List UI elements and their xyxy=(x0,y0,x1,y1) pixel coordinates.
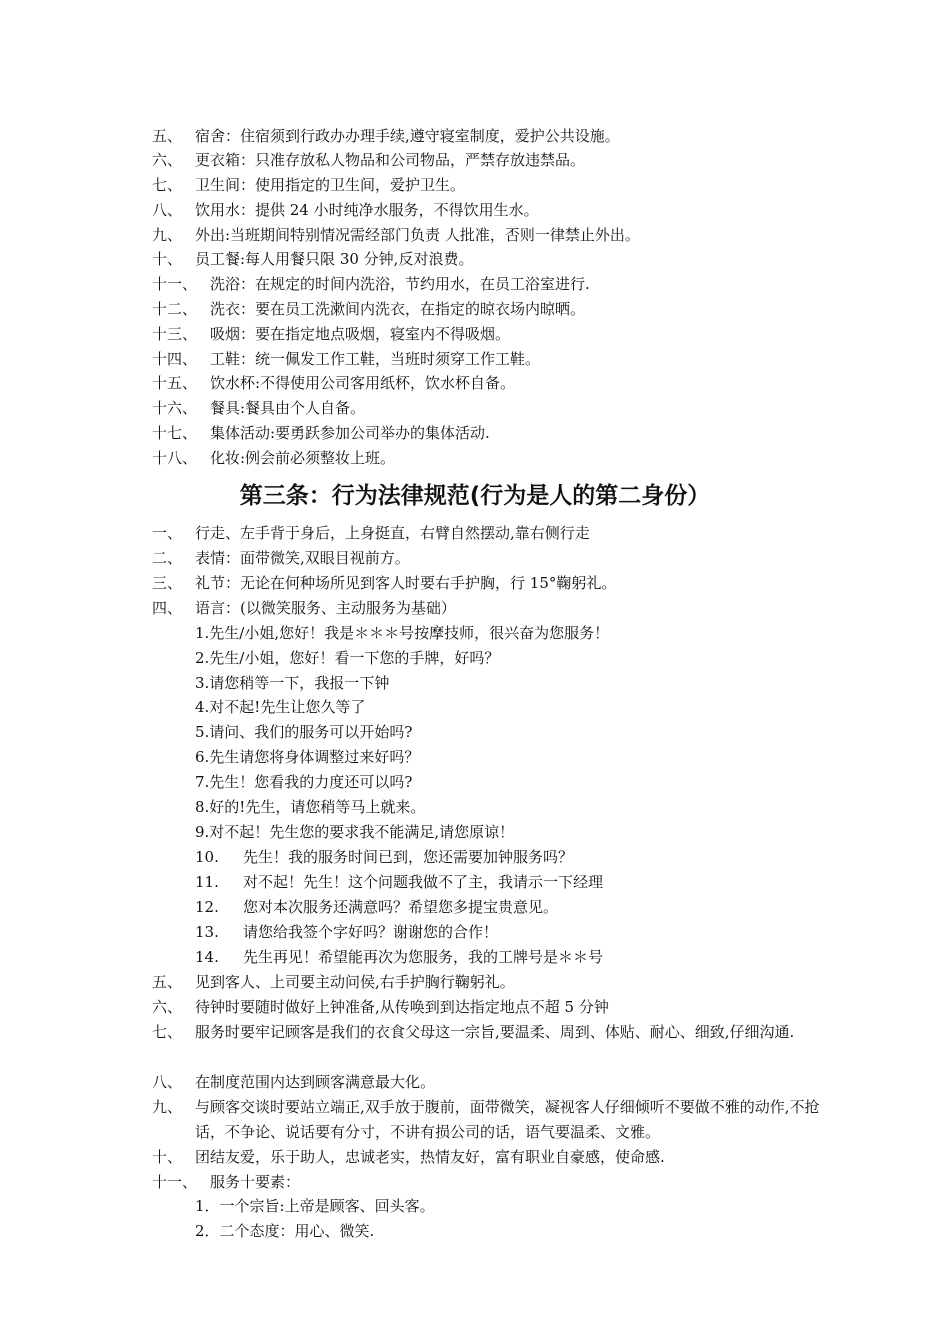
phrase-text: 2.先生/小姐，您好！看一下您的手牌，好吗？ xyxy=(195,649,500,667)
element-text: 1．一个宗旨:上帝是顾客、回头客。 xyxy=(195,1197,435,1215)
item-number: 十六、 xyxy=(152,399,198,417)
item-number: 十一、 xyxy=(152,1173,198,1191)
item-text: 饮用水：提供 24 小时纯净水服务，不得饮用生水。 xyxy=(195,201,539,219)
item-number: 十四、 xyxy=(152,350,198,368)
item-number: 八、 xyxy=(152,1073,183,1091)
item-text: 卫生间：使用指定的卫生间，爱护卫生。 xyxy=(195,176,466,194)
phrase-text: 您对本次服务还满意吗？希望您多提宝贵意见。 xyxy=(243,898,559,916)
item-number: 九、 xyxy=(152,226,183,244)
item-text: 餐具:餐具由个人自备。 xyxy=(210,399,366,417)
item-text: 集体活动:要勇跃参加公司举办的集体活动. xyxy=(210,424,490,442)
phrase-text: 6.先生请您将身体调整过来好吗？ xyxy=(195,748,420,766)
item-text: 行走、左手背于身后，上身挺直，右臂自然摆动,靠右侧行走 xyxy=(195,524,590,542)
phrase-number: 11. xyxy=(195,873,219,891)
phrase-text: 先生！我的服务时间已到，您还需要加钟服务吗？ xyxy=(243,848,574,866)
item-text: 化妆:例会前必须整妆上班。 xyxy=(210,449,396,467)
item-number: 十八、 xyxy=(152,449,198,467)
item-number: 五、 xyxy=(152,127,183,145)
item-number: 十一、 xyxy=(152,275,198,293)
item-number: 三、 xyxy=(152,574,183,592)
phrase-text: 4.对不起!先生让您久等了 xyxy=(195,698,366,716)
phrase-number: 12. xyxy=(195,898,219,916)
item-number: 十三、 xyxy=(152,325,198,343)
item-number: 八、 xyxy=(152,201,183,219)
item-number: 九、 xyxy=(152,1098,183,1116)
item-text: 洗衣：要在员工洗漱间内洗衣，在指定的晾衣场内晾晒。 xyxy=(210,300,586,318)
item-text: 员工餐:每人用餐只限 30 分钟,反对浪费。 xyxy=(195,250,474,268)
phrase-text: 先生再见！希望能再次为您服务，我的工牌号是＊＊号 xyxy=(243,948,604,966)
item-text: 语言：(以微笑服务、主动服务为基础） xyxy=(195,599,456,617)
item-text: 更衣箱：只准存放私人物品和公司物品，严禁存放违禁品。 xyxy=(195,151,586,169)
item-text: 饮水杯:不得使用公司客用纸杯，饮水杯自备。 xyxy=(210,374,516,392)
item-number: 十五、 xyxy=(152,374,198,392)
item-text: 在制度范围内达到顾客满意最大化。 xyxy=(195,1073,436,1091)
item-number: 六、 xyxy=(152,151,183,169)
item-text: 服务十要素： xyxy=(210,1173,301,1191)
item-text: 工鞋：统一佩发工作工鞋，当班时须穿工作工鞋。 xyxy=(210,350,541,368)
item-text: 宿舍：住宿须到行政办办理手续,遵守寝室制度，爱护公共设施。 xyxy=(195,127,620,145)
item-text: 吸烟：要在指定地点吸烟，寝室内不得吸烟。 xyxy=(210,325,511,343)
item-number: 十七、 xyxy=(152,424,198,442)
item-number: 十、 xyxy=(152,250,183,268)
phrase-text: 1.先生/小姐,您好！我是＊＊＊号按摩技师，很兴奋为您服务！ xyxy=(195,624,610,642)
item-number: 七、 xyxy=(152,1023,183,1041)
element-text: 2．二个态度：用心、微笑. xyxy=(195,1222,375,1240)
phrase-text: 3.请您稍等一下，我报一下钟 xyxy=(195,674,390,692)
phrase-text: 5.请问、我们的服务可以开始吗? xyxy=(195,723,413,741)
item-number: 一、 xyxy=(152,524,183,542)
phrase-number: 10. xyxy=(195,848,219,866)
item-number: 二、 xyxy=(152,549,183,567)
item-text: 礼节：无论在何种场所见到客人时要右手护胸，行 15°鞠躬礼。 xyxy=(195,574,617,592)
item-number: 十、 xyxy=(152,1148,183,1166)
phrase-text: 请您给我签个字好吗？谢谢您的合作！ xyxy=(243,923,499,941)
item-text: 表情：面带微笑,双眼目视前方。 xyxy=(195,549,410,567)
phrase-text: 7.先生！您看我的力度还可以吗? xyxy=(195,773,413,791)
phrase-number: 14. xyxy=(195,948,219,966)
item-number: 六、 xyxy=(152,998,183,1016)
item-text: 洗浴：在规定的时间内洗浴，节约用水，在员工浴室进行. xyxy=(210,275,590,293)
phrase-number: 13. xyxy=(195,923,219,941)
item-number: 五、 xyxy=(152,973,183,991)
section-heading: 第三条：行为法律规范(行为是人的第二身份） xyxy=(239,483,711,509)
item-text: 待钟时要随时做好上钟准备,从传唤到到达指定地点不超 5 分钟 xyxy=(195,998,609,1016)
item-number: 七、 xyxy=(152,176,183,194)
phrase-text: 9.对不起！先生您的要求我不能满足,请您原谅！ xyxy=(195,823,515,841)
item-text: 见到客人、上司要主动问侯,右手护胸行鞠躬礼。 xyxy=(195,973,515,991)
item-number: 十二、 xyxy=(152,300,198,318)
item-text: 团结友爱，乐于助人，忠诚老实，热情友好，富有职业自豪感，使命感. xyxy=(195,1148,665,1166)
item-text: 外出:当班期间特别情况需经部门负责 人批准，否则一律禁止外出。 xyxy=(195,226,640,244)
item-text: 与顾客交谈时要站立端正,双手放于腹前，面带微笑，凝视客人仔细倾听不要做不雅的动作,不抢话，不争论、说话要有分寸，不讲有损公司的话，语气要温柔、文雅。 xyxy=(195,1098,820,1141)
phrase-text: 8.好的!先生，请您稍等马上就来。 xyxy=(195,798,426,816)
item-text: 服务时要牢记顾客是我们的衣食父母这一宗旨,要温柔、周到、体贴、耐心、细致,仔细沟通. xyxy=(195,1023,795,1041)
item-number: 四、 xyxy=(152,599,183,617)
phrase-text: 对不起！先生！这个问题我做不了主，我请示一下经理 xyxy=(243,873,604,891)
